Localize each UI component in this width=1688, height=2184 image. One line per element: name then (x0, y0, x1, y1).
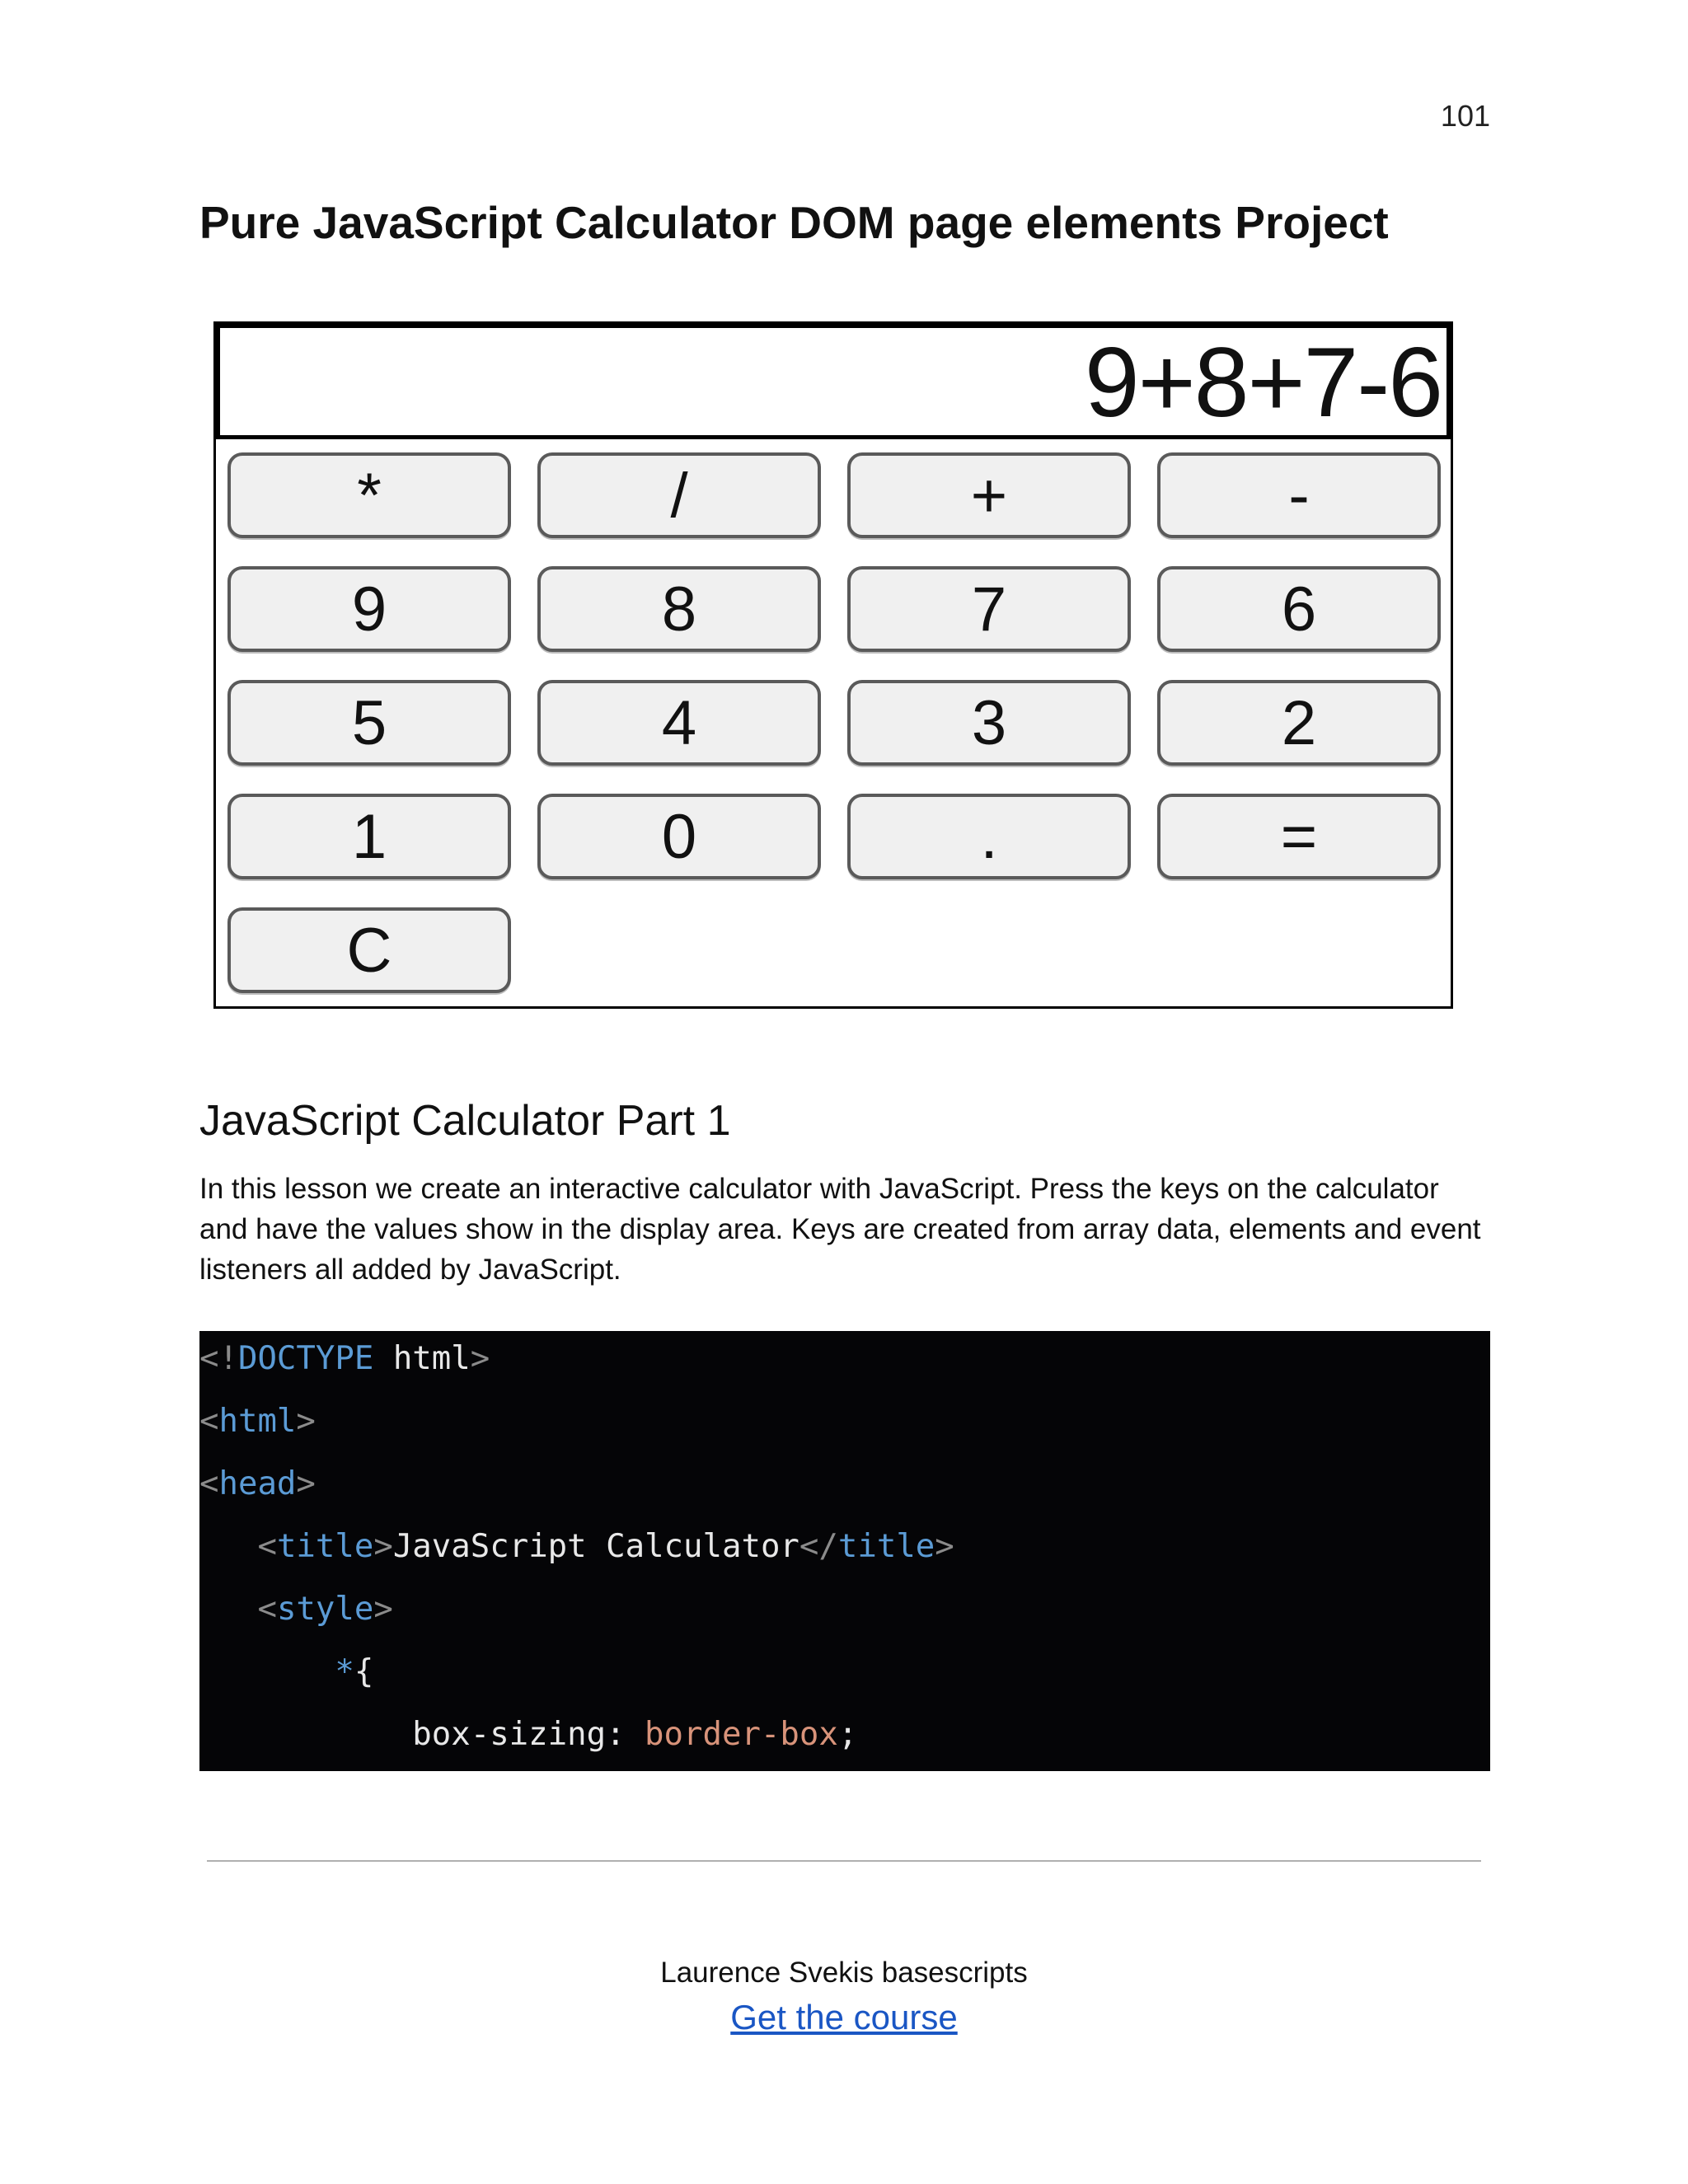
code-line (199, 1583, 1490, 1646)
key-decimal[interactable]: . (847, 794, 1131, 879)
key-5[interactable]: 5 (227, 680, 511, 766)
code-token: > (935, 1528, 954, 1565)
code-token: ; (837, 1716, 858, 1753)
key-minus[interactable]: - (1157, 452, 1441, 538)
key-6[interactable]: 6 (1157, 566, 1441, 652)
code-token (199, 1591, 257, 1628)
code-line (199, 1395, 1490, 1458)
key-equals[interactable]: = (1157, 794, 1441, 879)
key-1[interactable]: 1 (227, 794, 511, 879)
key-9[interactable]: 9 (227, 566, 511, 652)
code-token: </ (799, 1528, 838, 1565)
code-line (199, 1333, 1490, 1395)
code-token: head (218, 1465, 297, 1502)
code-token: border-box (645, 1716, 838, 1753)
code-token: > (373, 1591, 393, 1628)
key-0[interactable]: 0 (537, 794, 821, 879)
key-2[interactable]: 2 (1157, 680, 1441, 766)
code-token: > (296, 1465, 316, 1502)
page-title: Pure JavaScript Calculator DOM page elements Project (199, 197, 1389, 248)
code-token: { (354, 1653, 374, 1690)
key-divide[interactable]: / (537, 452, 821, 538)
code-token: < (199, 1465, 219, 1502)
key-multiply[interactable]: * (227, 452, 511, 538)
code-token (199, 1653, 335, 1690)
code-token: box-sizing: (412, 1716, 645, 1753)
calculator-figure (213, 321, 1453, 1009)
code-token: <! (199, 1340, 238, 1377)
code-token: JavaScript Calculator (392, 1528, 799, 1565)
footer-link-wrapper (0, 1998, 1688, 2037)
calculator-display: 9+8+7-6 (216, 324, 1451, 439)
code-token: > (296, 1403, 316, 1440)
code-token: < (257, 1528, 277, 1565)
key-plus[interactable]: + (847, 452, 1131, 538)
footer-divider (207, 1860, 1481, 1862)
code-token (199, 1528, 257, 1565)
code-token (199, 1716, 412, 1753)
key-clear[interactable]: C (227, 907, 511, 993)
key-4[interactable]: 4 (537, 680, 821, 766)
code-token: > (470, 1340, 490, 1377)
section-paragraph: In this lesson we create an interactive calculator with JavaScript. Press the keys on the calculator and have the values show in the display area. Keys are created from array data, elements and event listeners all added by JavaScript. (199, 1173, 1481, 1286)
code-line (199, 1646, 1490, 1708)
key-7[interactable]: 7 (847, 566, 1131, 652)
footer-author: Laurence Svekis basescripts (660, 1957, 1028, 1989)
code-token: < (257, 1591, 277, 1628)
calculator-keypad (227, 452, 1439, 993)
key-3[interactable]: 3 (847, 680, 1131, 766)
page-number: 101 (1440, 99, 1490, 133)
code-token: html (218, 1403, 297, 1440)
section-heading: JavaScript Calculator Part 1 (199, 1097, 731, 1145)
code-line (199, 1708, 1490, 1771)
code-token: * (335, 1653, 354, 1690)
code-token: html (373, 1340, 471, 1377)
code-token: title (837, 1528, 935, 1565)
code-block (199, 1331, 1490, 1771)
code-token: DOCTYPE (237, 1340, 374, 1377)
code-line (199, 1458, 1490, 1521)
code-token: title (276, 1528, 374, 1565)
code-token: < (199, 1403, 219, 1440)
code-line (199, 1521, 1490, 1583)
code-token: style (276, 1591, 374, 1628)
code-token: > (373, 1528, 393, 1565)
get-the-course-link[interactable]: Get the course (730, 1998, 958, 2036)
key-8[interactable]: 8 (537, 566, 821, 652)
